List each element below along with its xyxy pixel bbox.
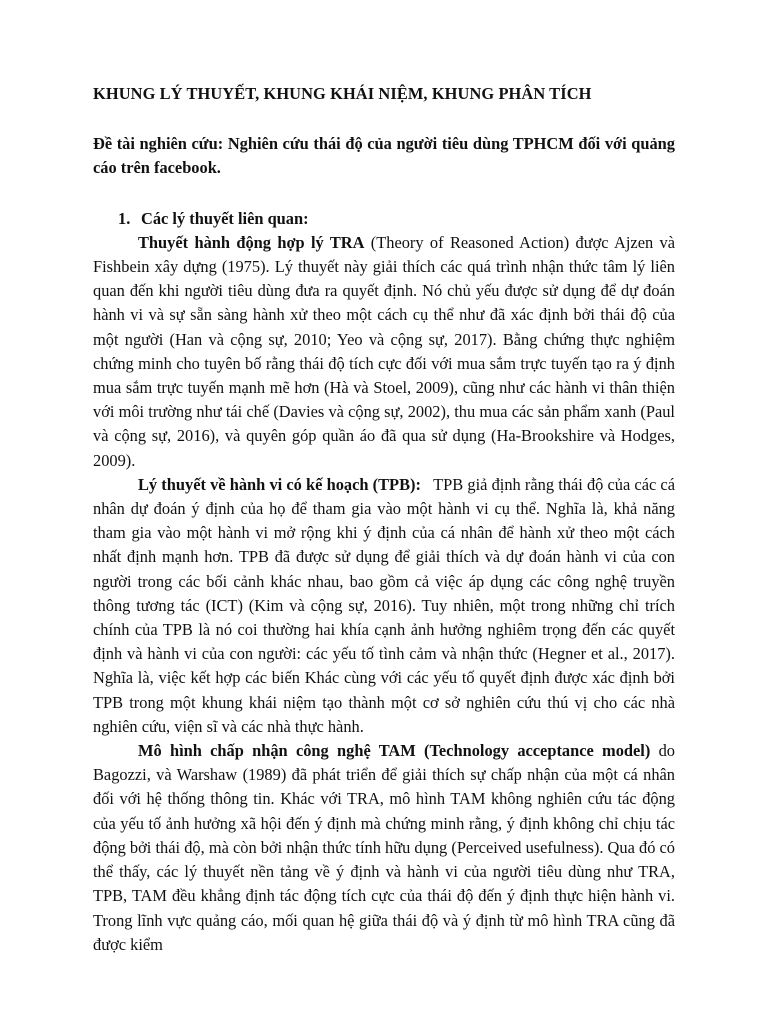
paragraph-tra (93, 231, 675, 473)
paragraph-lead: Thuyết hành động hợp lý TRA (138, 232, 365, 252)
section-title: Các lý thuyết liên quan: (141, 208, 309, 228)
section-heading (93, 207, 675, 231)
paragraph-lead: Mô hình chấp nhận công nghệ TAM (Technology acceptance model) (138, 741, 651, 761)
paragraph-tam (93, 739, 675, 957)
document-title: KHUNG LÝ THUYẾT, KHUNG KHÁI NIỆM, KHUNG PHÂN TÍCH (93, 84, 592, 103)
paragraph-tpb (93, 473, 680, 739)
paragraph-lead: Lý thuyết về hành vi có kế hoạch (TPB): (138, 474, 421, 494)
paragraph-body: do Bagozzi, và Warshaw (1989) đã phát triển để giải thích sự chấp nhận của một cá nhân đối với hệ thống thông tin. Khác với TRA, mô hình TAM không nghiên cứu tác động của yếu tố ảnh hưởng xã hội đến ý định mà chứng minh rằng, ý định không chỉ chịu tác động bởi thái độ, mà còn bởi nhận thức tính hữu dụng (Perceived usefulness). Qua đó có thể thấy, các lý thuyết nền tảng về ý định và hành vi của người tiêu dùng như TRA, TPB, TAM đều khẳng định tác động tích cực của thái độ đến ý định thực hiện hành vi. Trong lĩnh vực quảng cáo, mối quan hệ giữa thái độ và ý định từ mô hình TRA cũng đã được kiểm (93, 741, 675, 954)
section-number: 1. (118, 208, 131, 228)
paragraph-body: TPB giả định rằng thái độ của các cá nhân dự đoán ý định của họ để tham gia vào một hành vi cụ thể. Nghĩa là, khả năng tham gia vào một hành vi mở rộng khi ý định của cá nhân để hành xử theo một cách nhất định mạnh hơn. TPB đã được sử dụng để giải thích và dự đoán hành vi của con người trong các bối cảnh khác nhau, bao gồm cả việc áp dụng các công nghệ truyền thông tương tác (ICT) (Kim và cộng sự, 2016). Tuy nhiên, một trong những chỉ trích chính của TPB là nó coi thường hai khía cạnh ảnh hưởng nghiêm trọng đến các quyết định và hành vi của con người: các yếu tố tình cảm và nhận thức (Hegner et al., 2017). Nghĩa là, việc kết hợp các biến Khác cùng với các yếu tố quyết định được xác định bởi TPB trong một khung khái niệm tạo thành một cơ sở nghiên cứu thú vị cho các nhà nghiên cứu, viện sĩ và các nhà thực hành. (93, 474, 680, 736)
paragraph-body: (Theory of Reasoned Action) được Ajzen và Fishbein xây dựng (1975). Lý thuyết này giải thích các quá trình nhận thức tâm lý liên quan đến khi người tiêu dùng đưa ra quyết định. Nó chủ yếu được sử dụng để dự đoán hành vi và sự sẵn sàng hành xử theo một cách cụ thể như đã xác định bởi thái độ của một người (Han và cộng sự, 2010; Yeo và cộng sự, 2017). Bằng chứng thực nghiệm chứng minh cho tuyên bố rằng thái độ tích cực đối với mua sắm trực tuyến tạo ra ý định mua sắm trực tuyến mạnh mẽ hơn (Hà và Stoel, 2009), cũng như các hành vi thân thiện với môi trường như tái chế (Davies và cộng sự, 2002), thu mua các sản phẩm xanh (Paul và cộng sự, 2016), và quyên góp quần áo đã qua sử dụng (Ha-Brookshire và Hodges, 2009). (93, 232, 675, 470)
research-topic: Đề tài nghiên cứu: Nghiên cứu thái độ của người tiêu dùng TPHCM đối với quảng cáo trên facebook. (93, 134, 675, 178)
